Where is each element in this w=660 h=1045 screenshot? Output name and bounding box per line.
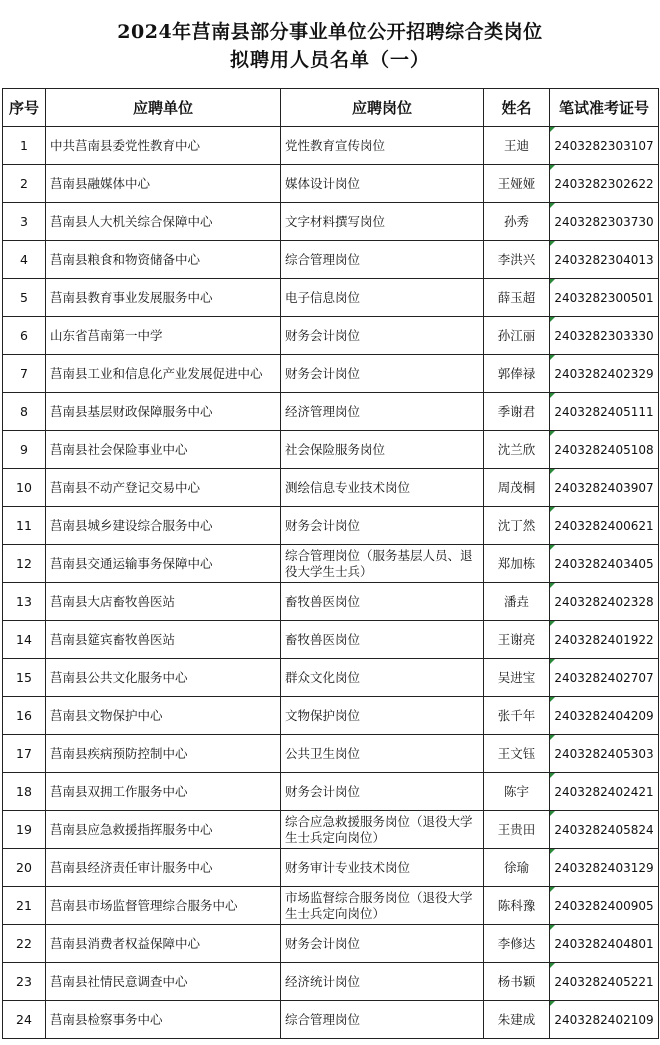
header-serial: 序号 <box>3 89 46 127</box>
cell-post: 综合管理岗位 <box>281 1001 484 1039</box>
cell-serial: 21 <box>3 887 46 925</box>
cell-unit: 莒南县粮食和物资储备中心 <box>46 241 281 279</box>
cell-unit: 莒南县基层财政保障服务中心 <box>46 393 281 431</box>
table-row <box>3 811 659 849</box>
cell-post: 财务会计岗位 <box>281 773 484 811</box>
cell-unit: 莒南县城乡建设综合服务中心 <box>46 507 281 545</box>
cell-post: 社会保险服务岗位 <box>281 431 484 469</box>
cell-post: 财务会计岗位 <box>281 507 484 545</box>
cell-serial: 16 <box>3 697 46 735</box>
cell-unit: 莒南县筵宾畜牧兽医站 <box>46 621 281 659</box>
cell-post: 财务会计岗位 <box>281 925 484 963</box>
cell-name: 孙江丽 <box>484 317 550 355</box>
cell-exam-number: 2403282405108 <box>550 431 659 469</box>
cell-serial: 6 <box>3 317 46 355</box>
cell-post: 市场监督综合服务岗位（退役大学生士兵定向岗位） <box>281 887 484 925</box>
table-row <box>3 393 659 431</box>
cell-unit: 莒南县社情民意调查中心 <box>46 963 281 1001</box>
cell-exam-number: 2403282304013 <box>550 241 659 279</box>
cell-exam-number: 2403282302622 <box>550 165 659 203</box>
cell-exam-number: 2403282402707 <box>550 659 659 697</box>
cell-serial: 8 <box>3 393 46 431</box>
table-row <box>3 165 659 203</box>
cell-post: 财务审计专业技术岗位 <box>281 849 484 887</box>
cell-name: 王迪 <box>484 127 550 165</box>
cell-exam-number: 2403282403405 <box>550 545 659 583</box>
cell-name: 张千年 <box>484 697 550 735</box>
cell-exam-number: 2403282402328 <box>550 583 659 621</box>
cell-name: 徐瑜 <box>484 849 550 887</box>
table-row <box>3 469 659 507</box>
cell-post: 综合管理岗位 <box>281 241 484 279</box>
cell-unit: 莒南县文物保护中心 <box>46 697 281 735</box>
table-row <box>3 773 659 811</box>
cell-unit: 莒南县人大机关综合保障中心 <box>46 203 281 241</box>
cell-unit: 莒南县经济责任审计服务中心 <box>46 849 281 887</box>
cell-exam-number: 2403282405221 <box>550 963 659 1001</box>
table-row <box>3 963 659 1001</box>
table-row <box>3 659 659 697</box>
cell-name: 郑加栋 <box>484 545 550 583</box>
cell-exam-number: 2403282402421 <box>550 773 659 811</box>
cell-serial: 5 <box>3 279 46 317</box>
cell-serial: 12 <box>3 545 46 583</box>
cell-post: 文物保护岗位 <box>281 697 484 735</box>
cell-serial: 18 <box>3 773 46 811</box>
cell-post: 媒体设计岗位 <box>281 165 484 203</box>
cell-post: 畜牧兽医岗位 <box>281 583 484 621</box>
table-row <box>3 203 659 241</box>
cell-name: 朱建成 <box>484 1001 550 1039</box>
cell-post: 党性教育宣传岗位 <box>281 127 484 165</box>
cell-post: 群众文化岗位 <box>281 659 484 697</box>
cell-exam-number: 2403282400905 <box>550 887 659 925</box>
cell-serial: 22 <box>3 925 46 963</box>
cell-name: 陈科豫 <box>484 887 550 925</box>
cell-exam-number: 2403282404209 <box>550 697 659 735</box>
cell-serial: 13 <box>3 583 46 621</box>
cell-serial: 23 <box>3 963 46 1001</box>
cell-exam-number: 2403282403129 <box>550 849 659 887</box>
table-row <box>3 317 659 355</box>
cell-exam-number: 2403282300501 <box>550 279 659 317</box>
cell-serial: 1 <box>3 127 46 165</box>
cell-unit: 莒南县应急救援指挥服务中心 <box>46 811 281 849</box>
cell-name: 王谢亮 <box>484 621 550 659</box>
cell-unit: 中共莒南县委党性教育中心 <box>46 127 281 165</box>
cell-name: 潘垚 <box>484 583 550 621</box>
cell-unit: 莒南县教育事业发展服务中心 <box>46 279 281 317</box>
cell-name: 郭俸禄 <box>484 355 550 393</box>
header-exam-number: 笔试准考证号 <box>550 89 659 127</box>
cell-name: 杨书颖 <box>484 963 550 1001</box>
cell-post: 综合应急救援服务岗位（退役大学生士兵定向岗位） <box>281 811 484 849</box>
table-row <box>3 431 659 469</box>
table-row <box>3 355 659 393</box>
cell-unit: 莒南县交通运输事务保障中心 <box>46 545 281 583</box>
document-title <box>0 0 660 88</box>
cell-name: 王贵田 <box>484 811 550 849</box>
cell-name: 周茂桐 <box>484 469 550 507</box>
cell-unit: 莒南县融媒体中心 <box>46 165 281 203</box>
cell-post: 经济管理岗位 <box>281 393 484 431</box>
cell-name: 沈兰欣 <box>484 431 550 469</box>
cell-post: 电子信息岗位 <box>281 279 484 317</box>
cell-serial: 7 <box>3 355 46 393</box>
cell-exam-number: 2403282400621 <box>550 507 659 545</box>
table-row <box>3 127 659 165</box>
cell-unit: 莒南县疾病预防控制中心 <box>46 735 281 773</box>
cell-post: 财务会计岗位 <box>281 355 484 393</box>
table-row <box>3 849 659 887</box>
cell-exam-number: 2403282405824 <box>550 811 659 849</box>
table-row <box>3 507 659 545</box>
cell-unit: 莒南县公共文化服务中心 <box>46 659 281 697</box>
cell-exam-number: 2403282303330 <box>550 317 659 355</box>
cell-exam-number: 2403282403907 <box>550 469 659 507</box>
cell-exam-number: 2403282401922 <box>550 621 659 659</box>
cell-unit: 山东省莒南第一中学 <box>46 317 281 355</box>
table-row <box>3 279 659 317</box>
cell-serial: 10 <box>3 469 46 507</box>
cell-name: 季谢君 <box>484 393 550 431</box>
cell-unit: 莒南县双拥工作服务中心 <box>46 773 281 811</box>
cell-exam-number: 2403282402329 <box>550 355 659 393</box>
cell-post: 畜牧兽医岗位 <box>281 621 484 659</box>
cell-unit: 莒南县工业和信息化产业发展促进中心 <box>46 355 281 393</box>
table-header-row <box>3 89 659 127</box>
cell-serial: 4 <box>3 241 46 279</box>
cell-name: 沈丁然 <box>484 507 550 545</box>
cell-name: 王娅娅 <box>484 165 550 203</box>
cell-unit: 莒南县大店畜牧兽医站 <box>46 583 281 621</box>
cell-post: 测绘信息专业技术岗位 <box>281 469 484 507</box>
table-row <box>3 887 659 925</box>
cell-exam-number: 2403282405303 <box>550 735 659 773</box>
cell-serial: 11 <box>3 507 46 545</box>
table-row <box>3 735 659 773</box>
table-row <box>3 621 659 659</box>
table-row <box>3 1001 659 1039</box>
cell-post: 经济统计岗位 <box>281 963 484 1001</box>
cell-unit: 莒南县不动产登记交易中心 <box>46 469 281 507</box>
table-row <box>3 925 659 963</box>
cell-serial: 14 <box>3 621 46 659</box>
cell-serial: 2 <box>3 165 46 203</box>
cell-name: 李洪兴 <box>484 241 550 279</box>
cell-post: 文字材料撰写岗位 <box>281 203 484 241</box>
cell-post: 公共卫生岗位 <box>281 735 484 773</box>
cell-unit: 莒南县消费者权益保障中心 <box>46 925 281 963</box>
cell-exam-number: 2403282404801 <box>550 925 659 963</box>
header-name: 姓名 <box>484 89 550 127</box>
cell-serial: 24 <box>3 1001 46 1039</box>
header-post: 应聘岗位 <box>281 89 484 127</box>
table-row <box>3 241 659 279</box>
cell-name: 陈宇 <box>484 773 550 811</box>
cell-exam-number: 2403282405111 <box>550 393 659 431</box>
cell-unit: 莒南县市场监督管理综合服务中心 <box>46 887 281 925</box>
table-body <box>3 127 659 1039</box>
cell-name: 孙秀 <box>484 203 550 241</box>
personnel-table <box>2 88 659 1039</box>
cell-unit: 莒南县检察事务中心 <box>46 1001 281 1039</box>
cell-serial: 9 <box>3 431 46 469</box>
cell-post: 综合管理岗位（服务基层人员、退役大学生士兵） <box>281 545 484 583</box>
table-row <box>3 583 659 621</box>
cell-serial: 15 <box>3 659 46 697</box>
cell-name: 吴进宝 <box>484 659 550 697</box>
cell-name: 薛玉超 <box>484 279 550 317</box>
cell-serial: 20 <box>3 849 46 887</box>
cell-exam-number: 2403282303730 <box>550 203 659 241</box>
table-row <box>3 697 659 735</box>
cell-exam-number: 2403282402109 <box>550 1001 659 1039</box>
table-row <box>3 545 659 583</box>
cell-exam-number: 2403282303107 <box>550 127 659 165</box>
cell-serial: 3 <box>3 203 46 241</box>
cell-serial: 17 <box>3 735 46 773</box>
title-line-2: 拟聘用人员名单（一） <box>229 49 430 71</box>
cell-post: 财务会计岗位 <box>281 317 484 355</box>
cell-name: 王文钰 <box>484 735 550 773</box>
header-unit: 应聘单位 <box>46 89 281 127</box>
cell-serial: 19 <box>3 811 46 849</box>
title-line-1: 2024年莒南县部分事业单位公开招聘综合类岗位 <box>117 21 543 43</box>
cell-name: 李修达 <box>484 925 550 963</box>
cell-unit: 莒南县社会保险事业中心 <box>46 431 281 469</box>
